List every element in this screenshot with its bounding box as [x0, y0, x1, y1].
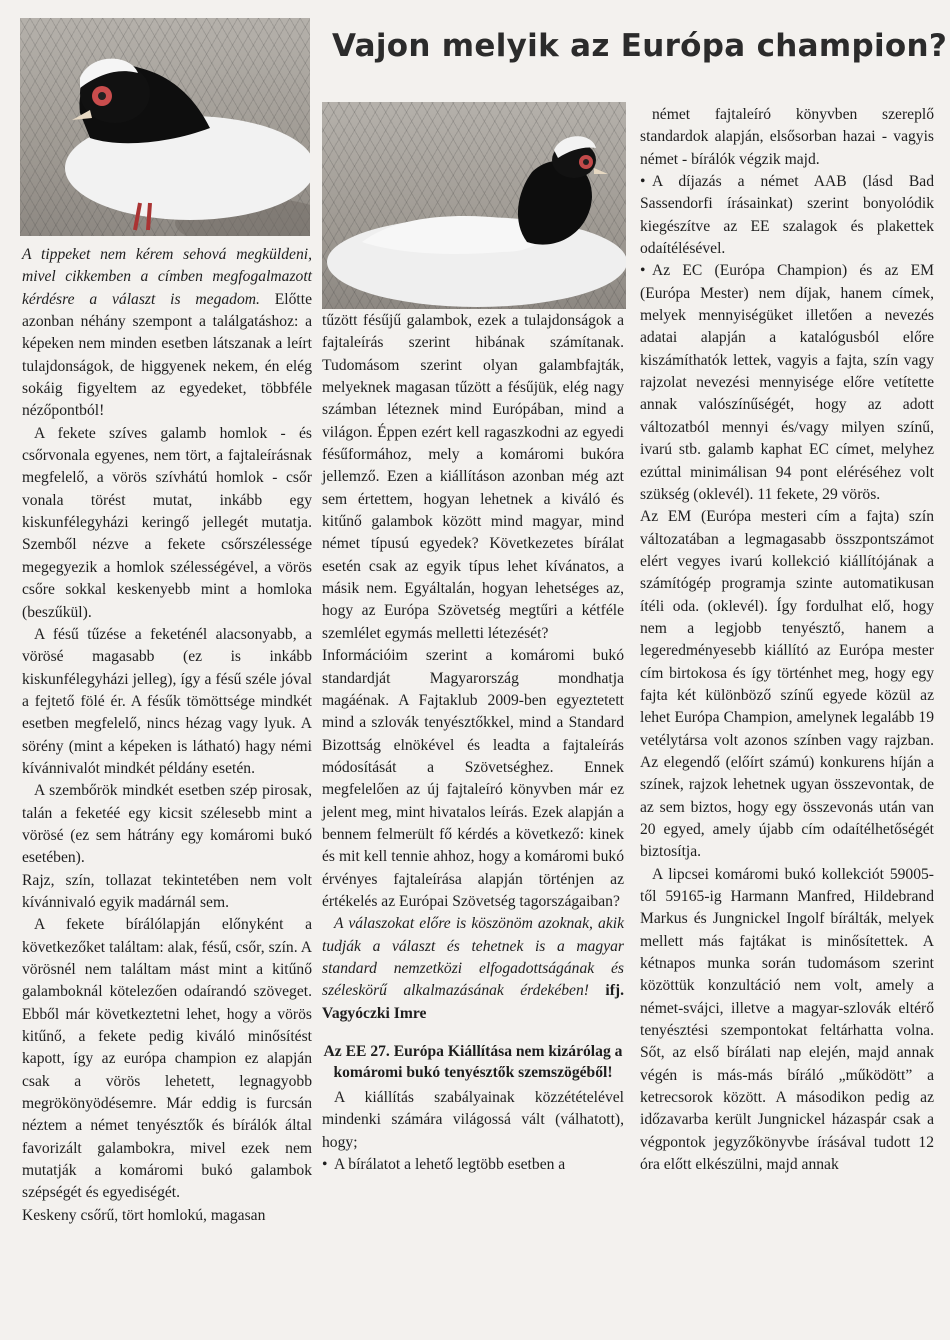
paragraph: tűzött fésűjű galambok, ezek a tulajdonságok a fajtaleírás szerint hibának számítanak. Tudomásom szerint olyan galambfajták, melyeknek magasan tűzött a fésűjük, elég nagy számban léteznek mind Európában, mind a világon. Éppen ezért kell ragaszkodni az egyedi fésűformához, mely a komáromi bukóra jellemző. Ezen a kiállításon azonban még azt sem értettem, hogyan lehetnek a kiváló és kitűnő galambok között mind magyar, mind német típusú egyedek? Következetes bírálat esetén csak az egyik típus lehet kívánatos, a másik nem. Egyáltalán, hogyan lehetséges az, hogy az Európa Szövetség megtűri a kétféle szemlélet egymás melletti létezését? [322, 312, 624, 642]
paragraph: Rajz, szín, tollazat tekintetében nem volt kívánnivaló egyik madárnál sem. [22, 871, 312, 911]
bullet-icon: • [322, 1156, 328, 1174]
paragraph: A lipcsei komáromi bukó kollekciót 59005-től 59165-ig Harmann Manfred, Hildebrand Markus és Jungnickel Ingolf bírálták, melyek mellett más fajtákat is minősítettek. A kétnapos munka során tudomásom szerint közöttük konzultáció nem volt, amely a német-svájci, illetve a magyar-szlovák eltérő tenyésztési szempontokat feltárhatta volna. Sőt, az első bírálati nap elején, majd annak végén is más-más bíráló „működött” a ketrecsorok között. A másodikon pedig az időzavarba került Jungnickel házaspár csak a végpontok jegyzőkönyvbe írásával tudott 12 óra előtt elkészülni, majd annak [640, 865, 934, 1174]
author-name: ifj. Vagyóczki Imre [322, 982, 624, 1022]
bullet-icon: • [640, 173, 646, 191]
photo-pigeon-left [20, 18, 310, 236]
closing-paragraph [322, 913, 624, 1025]
section-subhead: Az EE 27. Európa Kiállítása nem kizárólag a komáromi bukó tenyésztők szemszögéből! [323, 1043, 623, 1081]
intro-rest: Előtte azonban néhány szempont a találgatáshoz: a képeken nem minden esetben látszanak a leírt tulajdonságok, de higgyenek nekem, én elég sokáig figyeltem az egyedeket, többféle nézőpontból! [22, 290, 312, 420]
paragraph: A szembőrök mindkét esetben szép pirosak, talán a feketéé egy kicsit szélesebb mint a vörösé (ez sem hátrány egy komáromi bukó esetében). [22, 782, 312, 867]
paragraph: A fekete bírálólapján előnyként a következőket találtam: alak, fésű, csőr, szín. A vörösnél nem találtam mást mint a kitűnő galamboknál kötelezően odaírandó szöveget. Ebből már következtetni lehet, hogy a vörös kitűnő, a fekete pedig kiváló minősítést kapott, így az európa champion ez alapján csak a vörös lehetett, legnagyobb megrökönyödésemre. Már eddig is furcsán néztem a német tenyésztők és bírálók által favorizált galambokra, mivel ezek nem mutatják a komáromi bukó galambok szépségét és egyediségét. [22, 916, 312, 1202]
continued-paragraph: német fajtaleíró könyvben szereplő standardok alapján, elsősorban hazai - vagyis német - bírálók végzik majd. [640, 106, 934, 168]
photo-pigeon-right [322, 102, 626, 309]
paragraph: Információim szerint a komáromi bukó standardját Magyarország mondhatja magáénak. A Fajtaklub 2009-ben egyeztetett mind a szlovák tenyésztőkkel, mind a Standard Bizottság elnökével és leadta a fajtaleírás módosítását a Szövetséghez. Ennek megfelelően az új fajtaleíró könyvben már ez jelent meg, mint hivatalos leírás. Ezek alapján a bennem felmerült fő kérdés a következő: kinek és mit kell tennie ahhoz, hogy a komáromi bukó érvényes fajtaleírása alapján történjen az értékelés az Európai Szövetség tagországaiban? [322, 647, 624, 910]
bullet-text: Az EC (Európa Champion) és az EM (Európa Mester) nem díjak, hanem címek, melyek mennyiségüket illetően a nevezés adatai alapján a katalógusból előre kiszámíthatók lettek, vagyis a fajta, szín vagy rajzolat nevezési mennyisége előre vetítette annak valószínűségét, hogy az adott változatból mennyi és/vagy milyen színű, ivarú stb. galamb kaphat EC címet, melyhez ezúttal minimálisan 94 pont eléréséhez volt szükség (oklevél). 11 fekete, 29 vörös. [640, 262, 934, 503]
intro-paragraph [22, 244, 312, 423]
column-3 [640, 104, 934, 1177]
intro-italic: A tippeket nem kérem sehová megküldeni, mivel cikkemben a címben megfogalmazott kérdésre a választ is megadom. [22, 246, 312, 308]
closing-italic: A válaszokat előre is köszönöm azoknak, akik tudják a választ és tehetnek is a magyar standard nemzetközi elfogadottságának és széleskörű alkalmazásának érdekében! [322, 915, 624, 1000]
bullet-item [640, 171, 934, 260]
paragraph: A fésű tűzése a feketénél alacsonyabb, a vörösé magasabb (ez is inkább kiskunfélegyházi jelleg), így a fésű széle jóval a fejtető fölé ér. A fésűk tömöttsége mindkét esetben megfelelő, nincs hézag vagy lyuk. A sörény (mint a képeken is látható) hagy némi kívánnivalót mindkét példány esetén. [22, 625, 312, 777]
bullet-text: A díjazás a német AAB (lásd Bad Sassendorfi írásainkat) szerint bonyolódik kiegészítve az EE szalagok és plakettek odaítélésével. [640, 173, 934, 258]
headline: Vajon melyik az Európa champion? [332, 28, 948, 64]
paragraph: A kiállítás szabályainak közzétételével mindenki számára világossá vált (válhatott), hogy; [322, 1089, 624, 1151]
column-2 [322, 310, 624, 1176]
paragraph: Keskeny csőrű, tört homlokú, magasan [22, 1206, 266, 1224]
bullet-icon: • [640, 262, 646, 280]
bullet-item [322, 1154, 624, 1176]
column-1 [22, 244, 312, 1227]
bullet-item [640, 260, 934, 506]
bullet-text: A bírálatot a lehető legtöbb esetben a [334, 1156, 566, 1174]
paragraph: A fekete szíves galamb homlok - és csőrvonala egyenes, nem tört, a fajtaleírásnak megfelelő, a vörös szívhátú homlok - csőr vonala törést mutat, inkább egy kiskunfélegyházi keringő jellegét mutatja. Szemből nézve a fekete csőrszélessége megegyezik a homlok szélességével, a vörös csőre sokkal keskenyebb mint a homloka (beszűkül). [22, 424, 312, 621]
paragraph: Az EM (Európa mesteri cím a fajta) szín változatában a legmagasabb összpontszámot elért vegyes ivarú kollekció kiállítójának a számítógép programja szinte automatikusan ítéli oda. (oklevél). Így fordulhat elő, hogy nem a legjobb tenyésztő, hanem a legeredményesebb kiállító az Európa mester cím birtokosa és így történhet meg, hogy egy fajta két különböző színű egyede közül az lehet Európa Champion, amelynek legalább 19 vetélytársa volt azonos színben vagy rajzban. Az elegendő (előírt számú) konkurens híján a színek, rajzok lehetnek ugyan összevontak, de az sem biztos, hogy egy összevonás után van 20 egyed, amely újabb cím odaítélhetőségét biztosítja. [640, 508, 934, 861]
